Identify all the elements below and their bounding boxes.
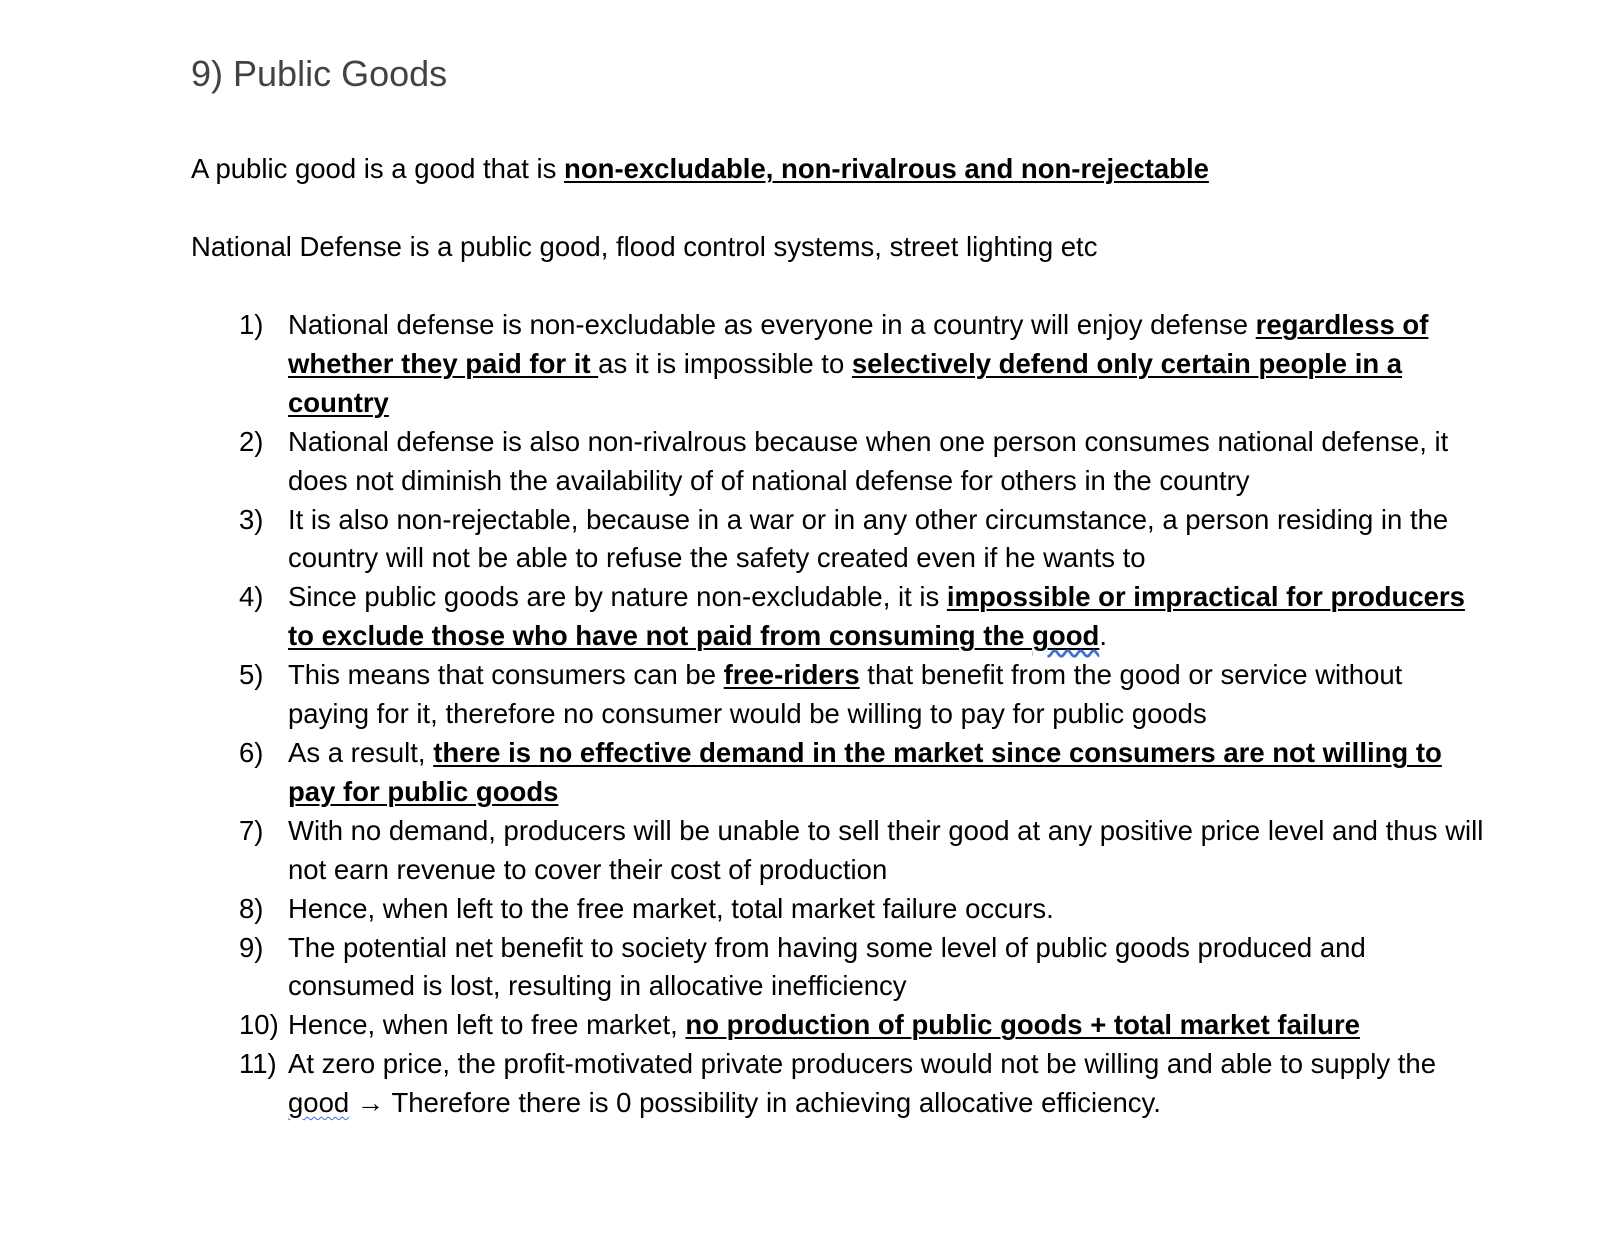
- list-item: [0, 423, 1488, 501]
- list-item-text: Hence, when left to the free market, total market failure occurs.: [288, 892, 1054, 924]
- list-item-number: 7): [239, 814, 264, 846]
- list-item-text: At zero price, the profit-motivated private producers would not be willing and able to supply the: [288, 1048, 1436, 1080]
- list-item: [0, 1006, 1488, 1045]
- list-item-text: National defense is non-excludable as everyone in a country will enjoy defense: [288, 309, 1256, 340]
- list-item-number: 5): [239, 659, 264, 691]
- list-item-emphasis: no production of public goods + total market failure: [685, 1009, 1360, 1041]
- list-item-text: that benefit from the good or service without paying for it, therefore no consumer would be willing to pay for public goods: [288, 659, 1403, 730]
- list-item-number: 1): [239, 309, 264, 340]
- definition-text: A public good is a good that is: [191, 153, 565, 184]
- page-title: 9) Public Goods: [191, 53, 448, 94]
- list-item-number: 4): [239, 581, 264, 613]
- list-item-text: .: [1099, 620, 1107, 652]
- list-item: [0, 501, 1488, 579]
- examples-paragraph: National Defense is a public good, flood control systems, street lighting etc: [191, 231, 1098, 262]
- spellcheck-underline-word[interactable]: good: [1032, 620, 1100, 652]
- list-item-text: Since public goods are by nature non-excludable, it is: [288, 581, 947, 613]
- list-item-number: 10): [239, 1009, 279, 1041]
- list-item-emphasis-text: impossible or impractical for producers to exclude those who have not paid from consuming the: [288, 581, 1465, 652]
- definition-paragraph: [191, 150, 1209, 188]
- list-item-number: 8): [239, 892, 264, 924]
- list-item: [0, 306, 1488, 423]
- list-item-text: This means that consumers can be: [288, 659, 724, 691]
- list-item-emphasis: free-riders: [723, 659, 860, 691]
- list-item-number: 2): [239, 425, 264, 457]
- list-item: [0, 656, 1488, 734]
- list-item-number: 3): [239, 503, 264, 535]
- list-item: [0, 812, 1488, 890]
- list-item: [0, 929, 1488, 1007]
- list-item-emphasis: selectively defend only certain people in a country: [288, 347, 1403, 418]
- list-item-text: Hence, when left to free market,: [288, 1009, 686, 1041]
- numbered-list: [0, 306, 1624, 1123]
- list-item-number: 6): [239, 736, 264, 768]
- list-item-text: With no demand, producers will be unable to sell their good at any positive price level and thus will not earn revenue to cover their cost of production: [288, 814, 1484, 885]
- list-item-emphasis: regardless of whether they paid for it: [288, 309, 1429, 379]
- list-item-text: It is also non-rejectable, because in a war or in any other circumstance, a person residing in the country will not be able to refuse the safety created even if he wants to: [288, 503, 1449, 574]
- list-item: [0, 734, 1488, 812]
- list-item-text: → Therefore there is 0 possibility in achieving allocative efficiency.: [349, 1087, 1161, 1119]
- definition-emphasis: non-excludable, non-rivalrous and non-rejectable: [564, 153, 1209, 184]
- spellcheck-underline-word[interactable]: good: [288, 1087, 350, 1119]
- list-item: [0, 578, 1488, 656]
- list-item-number: 9): [239, 931, 264, 963]
- list-item-text: The potential net benefit to society from having some level of public goods produced and consumed is lost, resulting in allocative inefficiency: [288, 931, 1366, 1002]
- list-item-emphasis: there is no effective demand in the market since consumers are not willing to pay for public goods: [288, 736, 1442, 807]
- list-item: [0, 890, 1488, 929]
- list-item-text: National defense is also non-rivalrous because when one person consumes national defense, it does not diminish the availability of of national defense for others in the country: [288, 425, 1449, 496]
- list-item-number: 11): [239, 1048, 277, 1080]
- list-item-text: as it is impossible to: [598, 347, 852, 379]
- list-item: [0, 1045, 1488, 1123]
- list-item-text: As a result,: [288, 736, 434, 768]
